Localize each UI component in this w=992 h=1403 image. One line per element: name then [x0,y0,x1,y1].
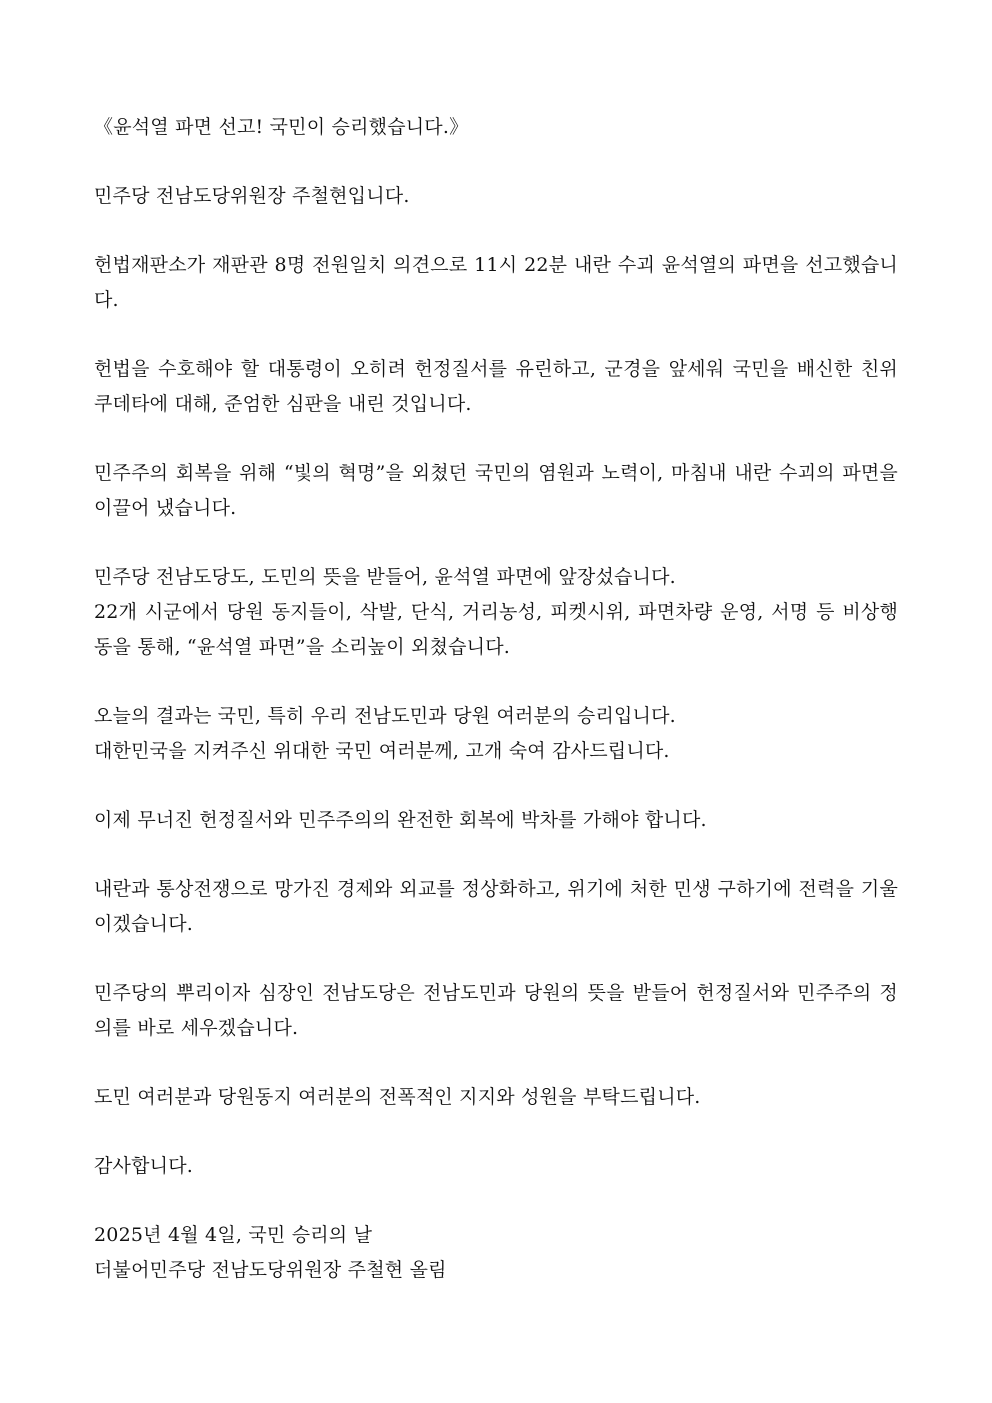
party-action-detail: 22개 시군에서 당원 동지들이, 삭발, 단식, 거리농성, 피켓시위, 파면차량 운영, 서명 등 비상행동을 통해, “윤석열 파면”을 소리높이 외쳤습니다. [94,601,898,658]
paragraph-root: 민주당의 뿌리이자 심장인 전남도당은 전남도민과 당원의 뜻을 받들어 헌정질서와 민주주의 정의를 바로 세우겠습니다. [94,982,898,1039]
paragraph-judgment: 헌법을 수호해야 할 대통령이 오히려 헌정질서를 유린하고, 군경을 앞세워 국민을 배신한 친위 쿠데타에 대해, 준엄한 심판을 내린 것입니다. [94,358,898,415]
statement-title: 《윤석열 파면 선고! 국민이 승리했습니다.》 [94,116,469,138]
paragraph-result [94,699,898,769]
paragraph-thanks: 감사합니다. [94,1155,194,1177]
thanks-line: 대한민국을 지켜주신 위대한 국민 여러분께, 고개 숙여 감사드립니다. [94,740,670,762]
paragraph-economy: 내란과 통상전쟁으로 망가진 경제와 외교를 정상화하고, 위기에 처한 민생 구하기에 전력을 기울이겠습니다. [94,878,898,935]
paragraph-revolution: 민주주의 회복을 위해 “빛의 혁명”을 외쳤던 국민의 염원과 노력이, 마침내 내란 수괴의 파면을 이끌어 냈습니다. [94,462,898,519]
paragraph-party-action [94,560,898,665]
party-action-line: 민주당 전남도당도, 도민의 뜻을 받들어, 윤석열 파면에 앞장섰습니다. [94,566,676,588]
paragraph-recovery: 이제 무너진 헌정질서와 민주주의의 완전한 회복에 박차를 가해야 합니다. [94,809,707,831]
paragraph-support: 도민 여러분과 당원동지 여러분의 전폭적인 지지와 성원을 부탁드립니다. [94,1086,701,1108]
intro-paragraph: 민주당 전남도당위원장 주철현입니다. [94,185,410,207]
paragraph-verdict: 헌법재판소가 재판관 8명 전원일치 의견으로 11시 22분 내란 수괴 윤석열의 파면을 선고했습니다. [94,254,898,311]
signature-date: 2025년 4월 4일, 국민 승리의 날 [94,1224,373,1246]
signature-block [94,1218,898,1288]
statement-body [94,110,898,1322]
signature-name: 더불어민주당 전남도당위원장 주철현 올림 [94,1259,447,1281]
result-line: 오늘의 결과는 국민, 특히 우리 전남도민과 당원 여러분의 승리입니다. [94,705,676,727]
